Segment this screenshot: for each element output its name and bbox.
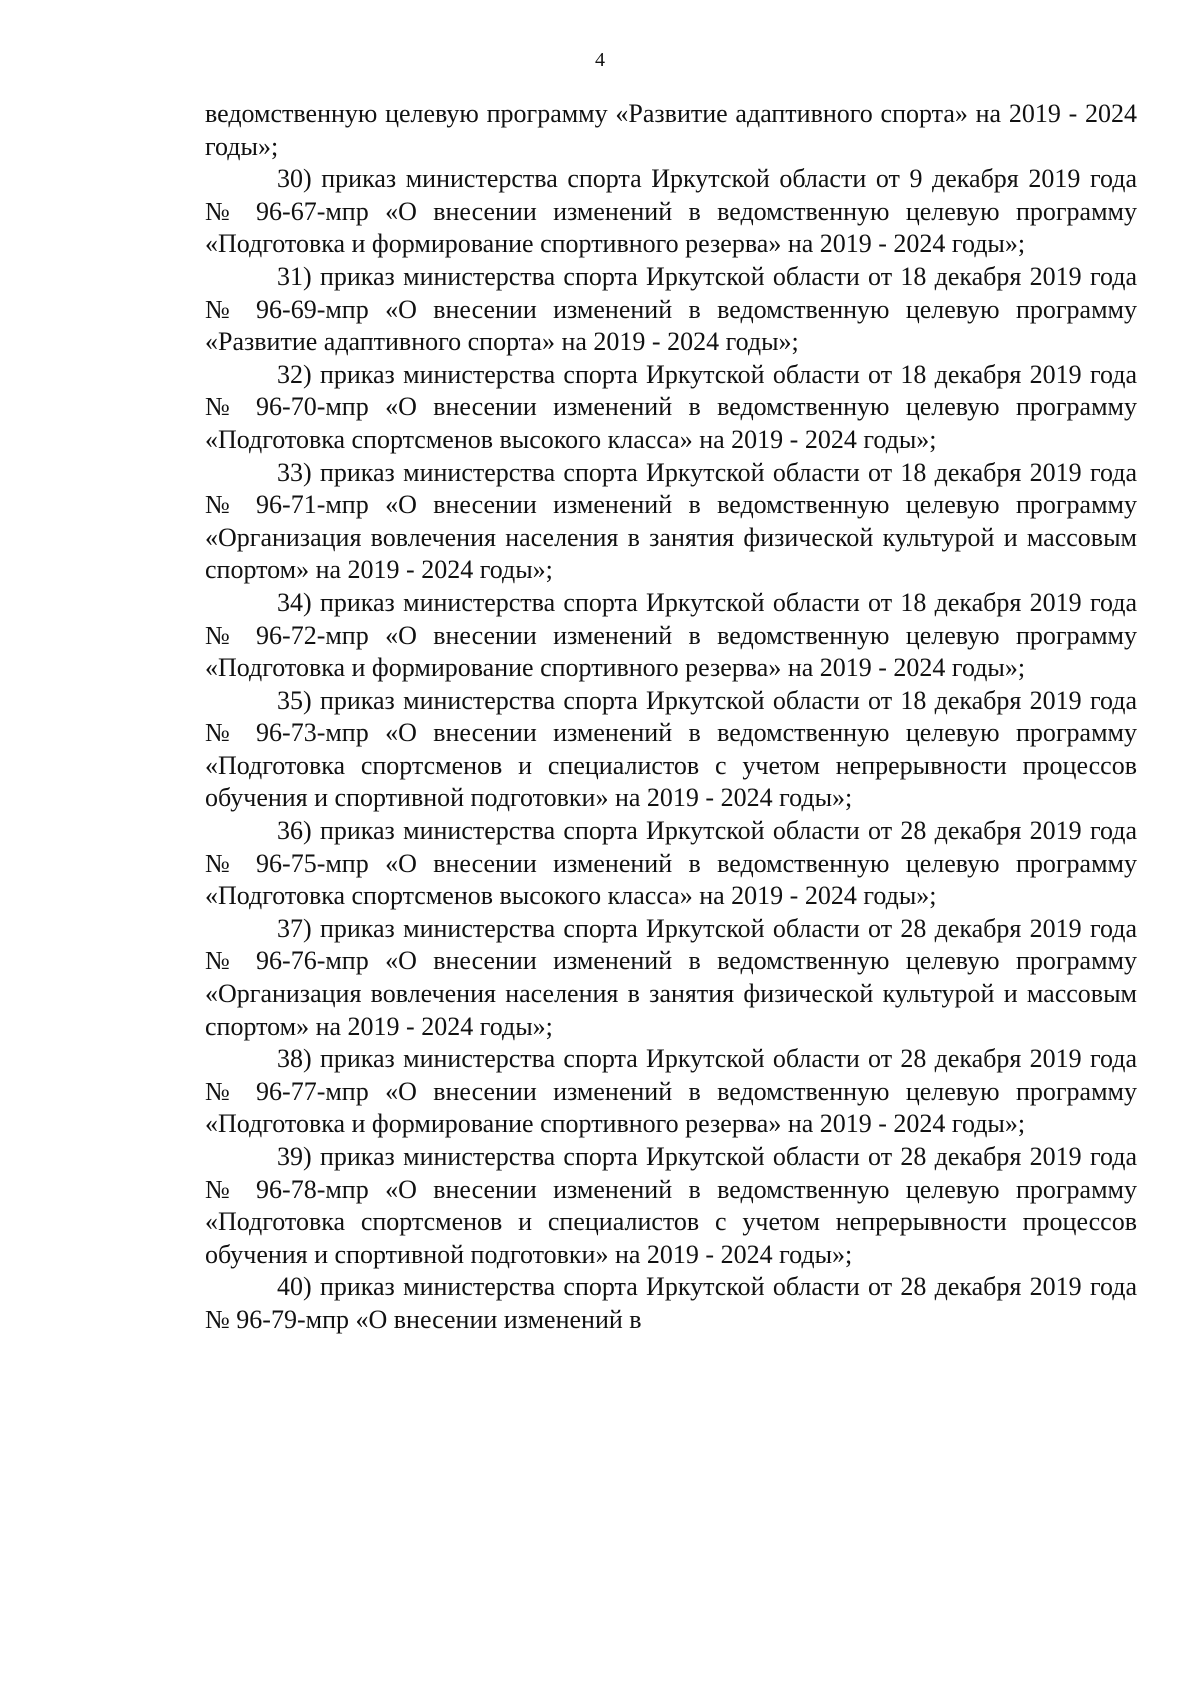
document-body	[205, 98, 1137, 1337]
lead-paragraph: ведомственную целевую программу «Развитие адаптивного спорта» на 2019 - 2024 годы»;	[205, 99, 1137, 161]
list-item: 39) приказ министерства спорта Иркутской области от 28 декабря 2019 года № 96-78-мпр «О внесении изменений в ведомственную целевую программу «Подготовка спортсменов и специалистов с учетом непрерывности процессов обучения и спортивной подготовки» на 2019 - 2024 годы»;	[205, 1142, 1137, 1269]
list-item: 33) приказ министерства спорта Иркутской области от 18 декабря 2019 года № 96-71-мпр «О внесении изменений в ведомственную целевую программу «Организация вовлечения населения в занятия физической культурой и массовым спортом» на 2019 - 2024 годы»;	[205, 457, 1137, 585]
list-item: 38) приказ министерства спорта Иркутской области от 28 декабря 2019 года № 96-77-мпр «О внесении изменений в ведомственную целевую программу «Подготовка и формирование спортивного резерва» на 2019 - 2024 годы»;	[205, 1044, 1137, 1139]
list-item: 31) приказ министерства спорта Иркутской области от 18 декабря 2019 года № 96-69-мпр «О внесении изменений в ведомственную целевую программу «Развитие адаптивного спорта» на 2019 - 2024 годы»;	[205, 261, 1137, 357]
list-item: 32) приказ министерства спорта Иркутской области от 18 декабря 2019 года № 96-70-мпр «О внесении изменений в ведомственную целевую программу «Подготовка спортсменов высокого класса» на 2019 - 2024 годы»;	[205, 359, 1137, 454]
list-item: 35) приказ министерства спорта Иркутской области от 18 декабря 2019 года № 96-73-мпр «О внесении изменений в ведомственную целевую программу «Подготовка спортсменов и специалистов с учетом непрерывности процессов обучения и спортивной подготовки» на 2019 - 2024 годы»;	[205, 685, 1137, 813]
list-item: 37) приказ министерства спорта Иркутской области от 28 декабря 2019 года № 96-76-мпр «О внесении изменений в ведомственную целевую программу «Организация вовлечения населения в занятия физической культурой и массовым спортом» на 2019 - 2024 годы»;	[205, 913, 1137, 1041]
list-item: 40) приказ министерства спорта Иркутской области от 28 декабря 2019 года № 96-79-мпр «О внесении изменений в	[205, 1272, 1137, 1334]
page-number: 4	[595, 49, 605, 71]
list-item: 30) приказ министерства спорта Иркутской области от 9 декабря 2019 года № 96-67-мпр «О внесении изменений в ведомственную целевую программу «Подготовка и формирование спортивного резерва» на 2019 - 2024 годы»;	[205, 164, 1137, 259]
list-item: 36) приказ министерства спорта Иркутской области от 28 декабря 2019 года № 96-75-мпр «О внесении изменений в ведомственную целевую программу «Подготовка спортсменов высокого класса» на 2019 - 2024 годы»;	[205, 816, 1137, 911]
list-item: 34) приказ министерства спорта Иркутской области от 18 декабря 2019 года № 96-72-мпр «О внесении изменений в ведомственную целевую программу «Подготовка и формирование спортивного резерва» на 2019 - 2024 годы»;	[205, 587, 1137, 683]
